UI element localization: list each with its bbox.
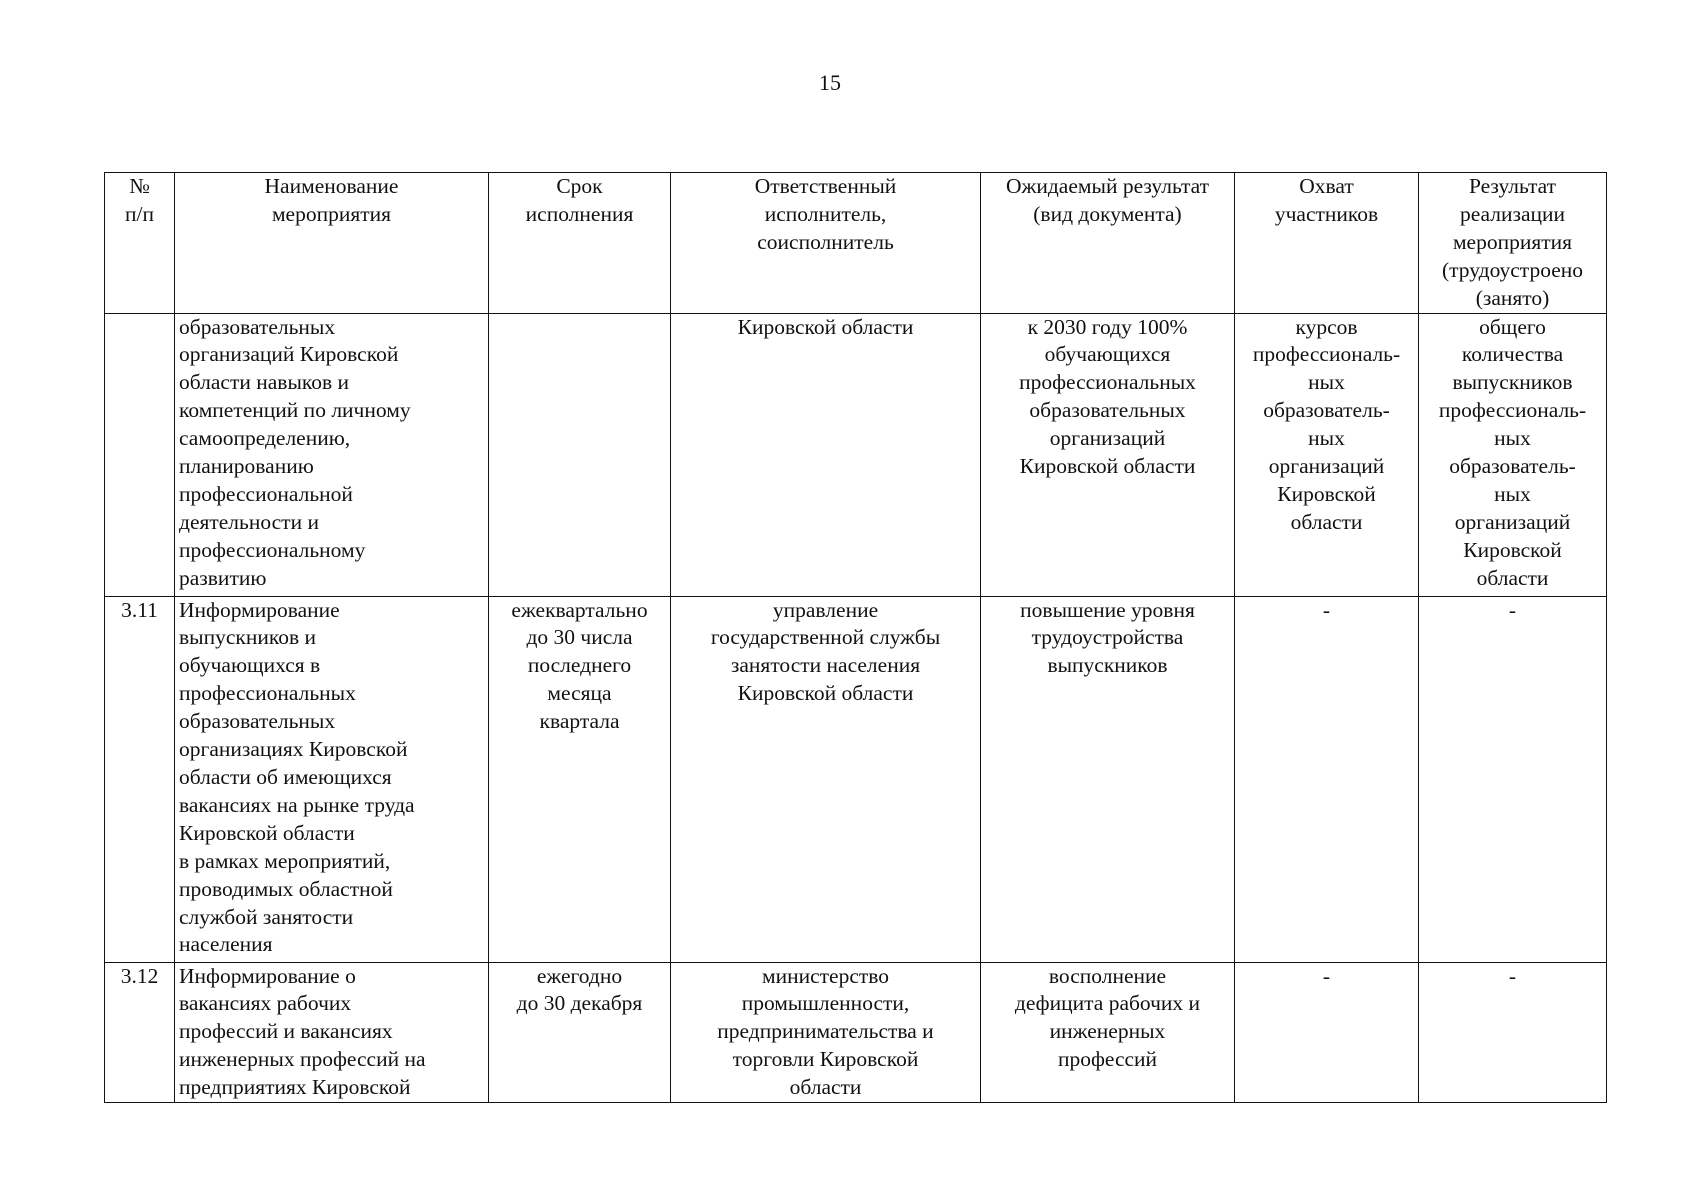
activity-outcome: общего количества выпускников профессиональ- ных образователь- ных организаций Кировской области [1419, 313, 1607, 596]
column-header-outcome: Результат реализации мероприятия (трудоустроено (занято) [1419, 173, 1607, 314]
column-header-coverage: Охват участников [1235, 173, 1419, 314]
expected-result: к 2030 году 100% обучающихся профессиональных образовательных организаций Кировской области [981, 313, 1235, 596]
activity-name: Информирование выпускников и обучающихся в профессиональных образовательных организациях Кировской области об имеющихся вакансиях на рынке труда Кировской области в рамках мероприятий, проводимых областной службой занятости населения [175, 596, 489, 962]
row-number: 3.12 [105, 962, 175, 1103]
deadline: ежегодно до 30 декабря [489, 962, 671, 1103]
row-number [105, 313, 175, 596]
column-header-activity-name: Наименование мероприятия [175, 173, 489, 314]
action-plan-table [104, 172, 1607, 1103]
activity-outcome: - [1419, 596, 1607, 962]
responsible-executor: Кировской области [671, 313, 981, 596]
column-header-number: № п/п [105, 173, 175, 314]
column-header-responsible: Ответственный исполнитель, соисполнитель [671, 173, 981, 314]
column-header-expected-result: Ожидаемый результат (вид документа) [981, 173, 1235, 314]
page-number: 15 [819, 70, 841, 95]
responsible-executor: министерство промышленности, предпринимательства и торговли Кировской области [671, 962, 981, 1103]
deadline: ежеквартально до 30 числа последнего месяца квартала [489, 596, 671, 962]
activity-outcome: - [1419, 962, 1607, 1103]
table-header-row [105, 173, 1607, 314]
row-number: 3.11 [105, 596, 175, 962]
participant-coverage: - [1235, 596, 1419, 962]
column-header-deadline: Срок исполнения [489, 173, 671, 314]
activity-name: образовательных организаций Кировской области навыков и компетенций по личному самоопределению, планированию профессиональной деятельности и профессиональному развитию [175, 313, 489, 596]
table-row [105, 313, 1607, 596]
table-row [105, 962, 1607, 1103]
expected-result: восполнение дефицита рабочих и инженерных профессий [981, 962, 1235, 1103]
responsible-executor: управление государственной службы занятости населения Кировской области [671, 596, 981, 962]
expected-result: повышение уровня трудоустройства выпускников [981, 596, 1235, 962]
participant-coverage: курсов профессиональ- ных образователь- ных организаций Кировской области [1235, 313, 1419, 596]
participant-coverage: - [1235, 962, 1419, 1103]
deadline [489, 313, 671, 596]
activity-name: Информирование о вакансиях рабочих профессий и вакансиях инженерных профессий на предприятиях Кировской [175, 962, 489, 1103]
table-row [105, 596, 1607, 962]
